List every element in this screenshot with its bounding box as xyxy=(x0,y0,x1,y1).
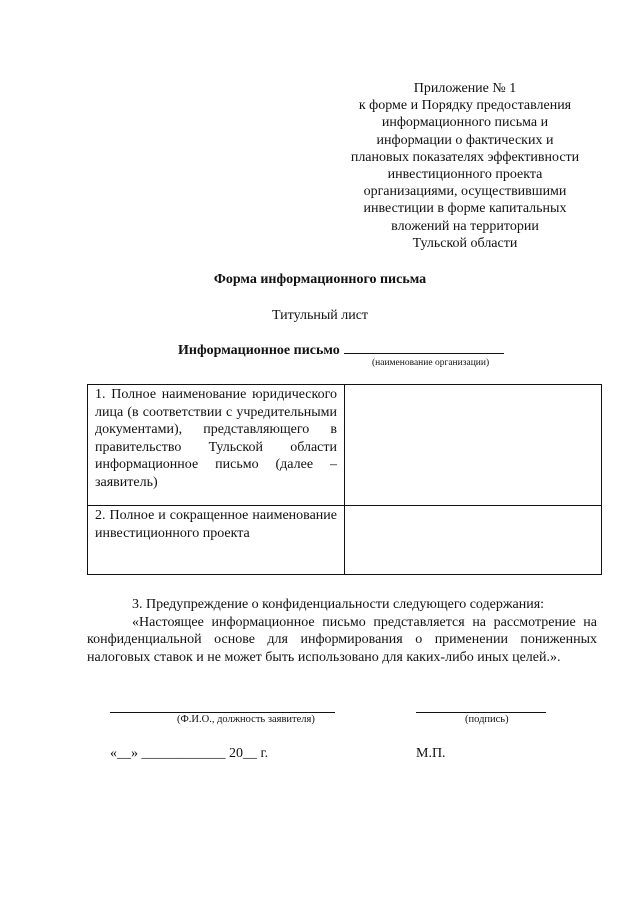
warning-heading: 3. Предупреждение о конфиденциальности следующего содержания: xyxy=(132,597,545,612)
table-cell-value xyxy=(345,385,602,506)
appendix-line: плановых показателях эффективности xyxy=(350,149,580,165)
appendix-line: информации о фактических и xyxy=(376,132,554,148)
appendix-line: организациями, осуществившими xyxy=(363,184,567,200)
date-line: «__» ____________ 20__ г. xyxy=(110,746,269,761)
organization-name-blank xyxy=(344,341,504,354)
appendix-line: инвестиции в форме капитальных xyxy=(363,201,567,217)
organization-name-hint: (наименование организации) xyxy=(372,358,490,368)
table-row xyxy=(88,385,602,506)
table-row xyxy=(88,506,602,575)
fio-hint: (Ф.И.О., должность заявителя) xyxy=(177,714,315,725)
table-cell-label: 2. Полное и сокращенное наименование инвестиционного проекта xyxy=(88,506,345,575)
appendix-line: вложений на территории xyxy=(391,218,539,234)
signature-hint: (подпись) xyxy=(465,714,509,725)
appendix-line: к форме и Порядку предоставления xyxy=(358,98,572,114)
fio-signature-line xyxy=(110,712,335,713)
info-table xyxy=(87,384,602,575)
form-subtitle: Титульный лист xyxy=(271,308,369,323)
letter-label: Информационное письмо xyxy=(178,343,340,358)
table-cell-label: 1. Полное наименование юридического лица (в соответствии с учредительными документами), представляющего в правительство Тульской области информационное письмо (далее – заявитель) xyxy=(88,385,345,506)
confidentiality-warning xyxy=(87,596,597,666)
form-title: Форма информационного письма xyxy=(213,272,427,287)
signature-line xyxy=(416,712,546,713)
warning-text: «Настоящее информационное письмо представляется на рассмотрение на конфиденциальной основе для информирования о применении пониженных налоговых ставок и не может быть использовано для каких-либо иных целей.». xyxy=(87,614,597,665)
appendix-header xyxy=(330,80,600,252)
appendix-line: Приложение № 1 xyxy=(413,81,517,96)
stamp-place: М.П. xyxy=(416,746,446,761)
appendix-line: Тульской области xyxy=(412,235,518,251)
appendix-line: инвестиционного проекта xyxy=(387,167,543,183)
table-cell-value xyxy=(345,506,602,575)
letter-heading xyxy=(178,341,504,359)
appendix-line: информационного письма и xyxy=(381,115,549,131)
